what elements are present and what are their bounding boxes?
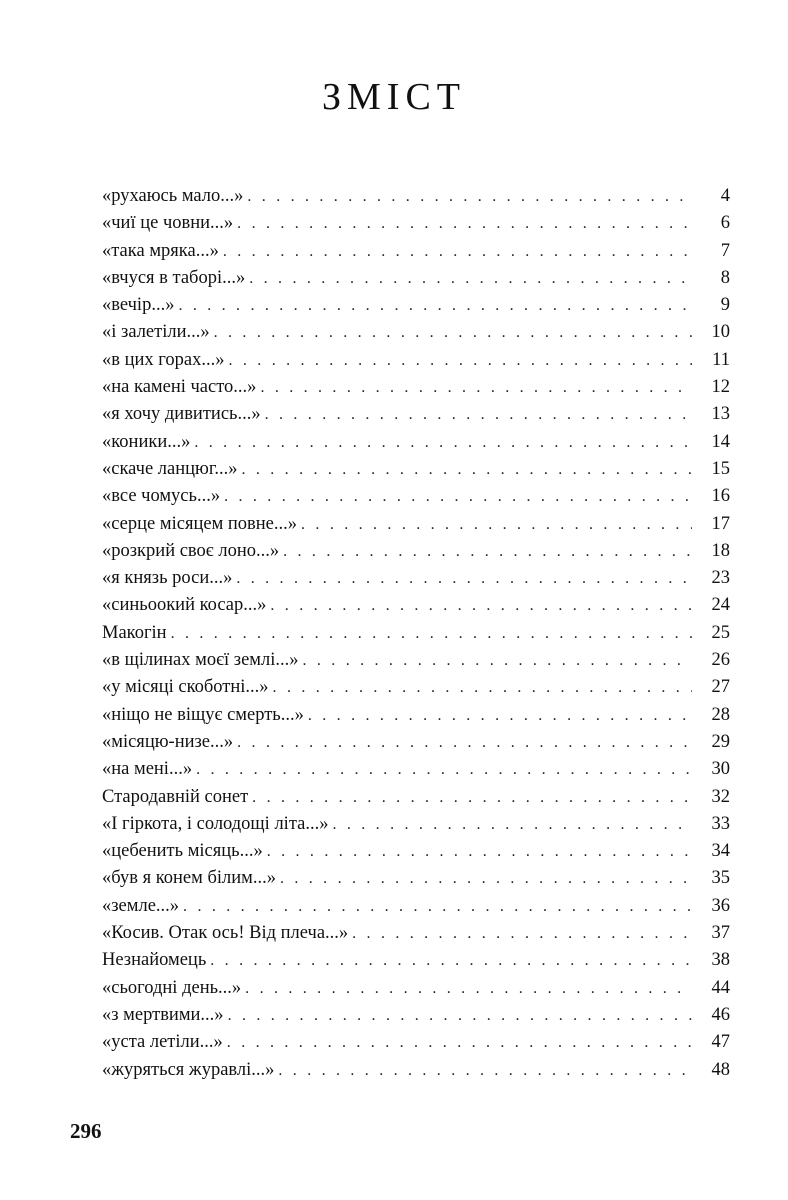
toc-entry-page: 17 (711, 513, 730, 534)
dot-leader (183, 893, 692, 920)
toc-entry-title: «на мені...» (102, 759, 193, 780)
toc-entry-page: 38 (711, 950, 730, 971)
dot-leader (252, 784, 692, 811)
toc-entry-page: 8 (720, 267, 730, 288)
toc-entry (102, 483, 730, 510)
toc-entry-page: 23 (711, 568, 730, 589)
dot-leader (196, 756, 692, 783)
toc-entry (102, 292, 730, 319)
dot-leader (283, 538, 692, 565)
toc-entry-title: «вчуся в таборі...» (102, 267, 246, 288)
toc-entry-title: «з мертвими...» (102, 1004, 224, 1025)
toc-entry-title: «ніщо не віщує смерть...» (102, 704, 304, 725)
dot-leader (237, 729, 692, 756)
dot-leader (267, 838, 692, 865)
toc-entry-page: 25 (711, 622, 730, 643)
toc-entry (102, 429, 730, 456)
dot-leader (303, 647, 693, 674)
toc-entry-page: 47 (711, 1032, 730, 1053)
toc-entry-title: «у місяці скоботні...» (102, 677, 269, 698)
table-of-contents (102, 183, 730, 1084)
dot-leader (227, 1029, 692, 1056)
toc-entry (102, 592, 730, 619)
dot-leader (270, 592, 692, 619)
toc-entry (102, 920, 730, 947)
toc-entry-page: 4 (720, 186, 730, 206)
toc-entry-page: 14 (711, 431, 730, 452)
toc-entry-title: «І гіркота, і солодощі літа...» (102, 813, 329, 834)
dot-leader (301, 511, 692, 538)
toc-entry-page: 26 (711, 650, 730, 671)
dot-leader (278, 1057, 692, 1084)
dot-leader (332, 811, 692, 838)
toc-entry-page: 29 (711, 731, 730, 752)
toc-entry-page: 9 (720, 295, 730, 316)
dot-leader (308, 702, 692, 729)
toc-entry-page: 36 (711, 895, 730, 916)
toc-entry (102, 374, 730, 401)
toc-entry (102, 702, 730, 729)
dot-leader (223, 238, 692, 265)
toc-entry-page: 24 (711, 595, 730, 616)
toc-entry-title: «був я конем білим...» (102, 868, 276, 889)
toc-entry-page: 6 (720, 213, 730, 234)
toc-entry (102, 1002, 730, 1029)
toc-entry (102, 784, 730, 811)
dot-leader (171, 620, 692, 647)
dot-leader (352, 920, 692, 947)
toc-entry-page: 48 (711, 1059, 730, 1080)
toc-entry-title: «вечір...» (102, 295, 175, 316)
dot-leader (245, 975, 692, 1002)
toc-entry-title: «коники...» (102, 431, 191, 452)
toc-entry-page: 13 (711, 404, 730, 425)
dot-leader (237, 210, 692, 237)
toc-entry-page: 16 (711, 486, 730, 507)
toc-entry-title: «і залетіли...» (102, 322, 210, 343)
toc-entry-page: 35 (711, 868, 730, 889)
dot-leader (247, 183, 692, 210)
dot-leader (194, 429, 692, 456)
toc-entry (102, 183, 730, 210)
dot-leader (265, 401, 692, 428)
toc-entry-title: «розкрий своє лоно...» (102, 540, 280, 561)
toc-entry (102, 401, 730, 428)
page-number: 296 (70, 1119, 102, 1143)
toc-entry (102, 538, 730, 565)
toc-entry-page: 34 (711, 841, 730, 862)
toc-entry (102, 1057, 730, 1084)
toc-entry-title: «місяцю-низе...» (102, 731, 234, 752)
dot-leader (249, 265, 692, 292)
toc-entry (102, 620, 730, 647)
toc-entry-page: 33 (711, 813, 730, 834)
toc-entry-page: 46 (711, 1004, 730, 1025)
toc-heading: ЗМІСТ (321, 76, 467, 118)
toc-entry (102, 511, 730, 538)
toc-entry-title: «рухаюсь мало...» (102, 186, 244, 206)
toc-entry-title: «все чомусь...» (102, 486, 221, 507)
dot-leader (214, 319, 692, 346)
dot-leader (273, 674, 692, 701)
toc-entry (102, 811, 730, 838)
toc-entry (102, 647, 730, 674)
toc-entry-title: Стародавній сонет (102, 786, 249, 807)
toc-entry-title: «уста летіли...» (102, 1032, 223, 1053)
dot-leader (280, 865, 692, 892)
toc-entry-title: «сьогодні день...» (102, 977, 242, 998)
toc-entry-page: 18 (711, 540, 730, 561)
toc-entry-title: «журяться журавлі...» (102, 1059, 275, 1080)
toc-entry (102, 347, 730, 374)
toc-entry (102, 893, 730, 920)
toc-entry-title: «цебенить місяць...» (102, 841, 263, 862)
toc-entry-title: Макогін (102, 622, 167, 643)
toc-entry-page: 32 (711, 786, 730, 807)
toc-entry (102, 319, 730, 346)
toc-entry-page: 12 (711, 377, 730, 398)
toc-entry-page: 15 (711, 458, 730, 479)
toc-entry (102, 838, 730, 865)
toc-entry-title: «така мряка...» (102, 240, 219, 261)
toc-entry-title: «в цих горах...» (102, 349, 225, 370)
toc-entry (102, 947, 730, 974)
toc-entry (102, 238, 730, 265)
toc-entry-page: 27 (711, 677, 730, 698)
dot-leader (178, 292, 692, 319)
toc-entry-title: «скаче ланцюг...» (102, 458, 238, 479)
toc-entry-page: 30 (711, 759, 730, 780)
toc-entry-title: «я князь роси...» (102, 568, 233, 589)
toc-entry-title: «серце місяцем повне...» (102, 513, 298, 534)
toc-entry-title: «я хочу дивитись...» (102, 404, 261, 425)
toc-entry-page: 37 (711, 923, 730, 944)
toc-entry-page: 11 (712, 349, 730, 370)
toc-entry (102, 756, 730, 783)
toc-entry (102, 210, 730, 237)
toc-entry-title: «земле...» (102, 895, 180, 916)
dot-leader (236, 565, 692, 592)
toc-entry-title: «на камені часто...» (102, 377, 257, 398)
toc-entry (102, 975, 730, 1002)
toc-entry-page: 44 (711, 977, 730, 998)
toc-entry (102, 674, 730, 701)
toc-entry-title: «чиї це човни...» (102, 213, 234, 234)
toc-entry-page: 28 (711, 704, 730, 725)
toc-entry (102, 865, 730, 892)
dot-leader (228, 1002, 692, 1029)
toc-entry-title: «Косив. Отак ось! Від плеча...» (102, 923, 349, 944)
dot-leader (260, 374, 692, 401)
toc-entry-title: «синьоокий косар...» (102, 595, 267, 616)
toc-entry-title: Незнайомець (102, 950, 207, 971)
dot-leader (241, 456, 692, 483)
toc-entry (102, 1029, 730, 1056)
dot-leader (224, 483, 692, 510)
dot-leader (229, 347, 693, 374)
toc-entry (102, 456, 730, 483)
toc-entry-page: 10 (711, 322, 730, 343)
toc-entry-title: «в щілинах моєї землі...» (102, 650, 299, 671)
toc-entry (102, 265, 730, 292)
toc-entry (102, 729, 730, 756)
toc-entry (102, 565, 730, 592)
toc-entry-page: 7 (720, 240, 730, 261)
dot-leader (210, 947, 692, 974)
